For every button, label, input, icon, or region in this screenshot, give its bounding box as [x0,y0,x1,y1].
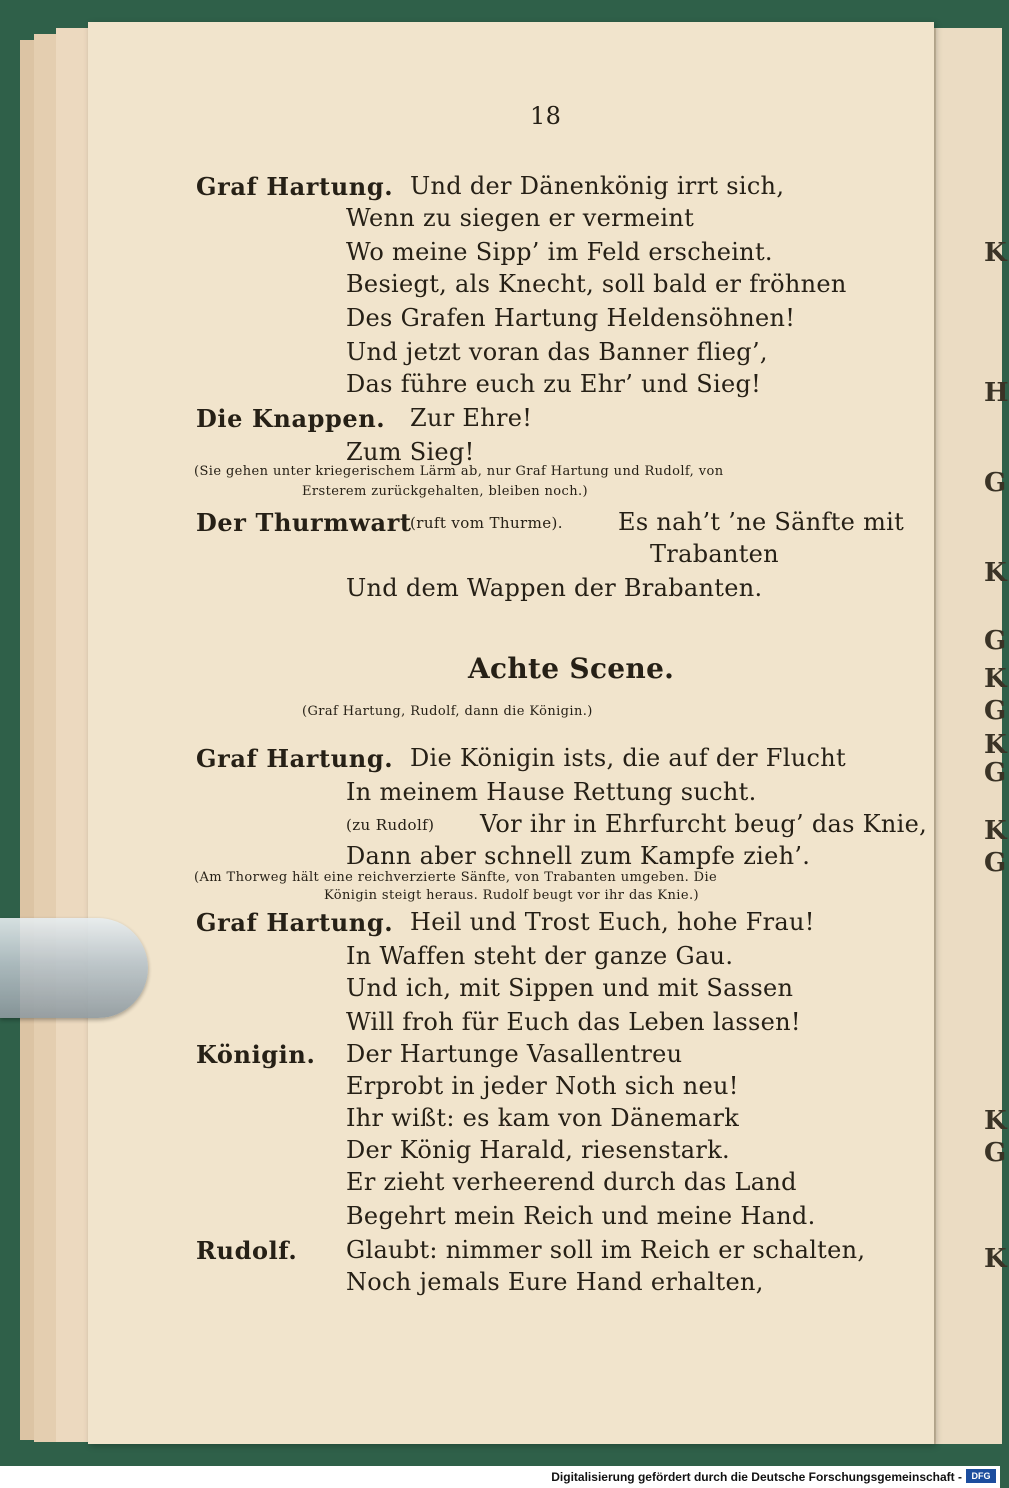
facing-page-letter: G [984,468,1007,498]
stage-direction: Ersterem zurückgehalten, bleiben noch.) [302,484,588,499]
speaker-name: Graf Hartung. [196,172,394,201]
facing-page-letter: K [984,238,1007,268]
verse-line: Trabanten [650,540,779,568]
verse-line: Wenn zu siegen er vermeint [346,204,695,232]
facing-page-letter: K [984,664,1007,694]
verse-line: Glaubt: nimmer soll im Reich er schalten, [346,1236,866,1264]
verse-line: Der Hartunge Vasallentreu [346,1040,683,1068]
verse-line: Begehrt mein Reich und meine Hand. [346,1202,816,1230]
facing-page-letter: G [984,696,1007,726]
facing-page-edge [934,28,1009,1444]
verse-line: Er zieht verheerend durch das Land [346,1168,797,1196]
verse-line: Besiegt, als Knecht, soll bald er fröhnen [346,270,847,298]
dfg-logo: DFG [966,1469,996,1483]
footer-bar [0,1466,1000,1488]
verse-line: Und ich, mit Sippen und mit Sassen [346,974,794,1002]
verse-line: Wo meine Sipp’ im Feld erscheint. [346,238,773,266]
verse-line: Und jetzt voran das Banner flieg’, [346,338,768,366]
verse-line: Dann aber schnell zum Kampfe zieh’. [346,842,811,870]
stage-direction: (Am Thorweg hält eine reichverzierte Sänfte, von Trabanten umgeben. Die [194,870,718,885]
stage-aside: (zu Rudolf) [346,816,435,834]
speaker-name: Rudolf. [196,1236,298,1265]
stage-direction: Königin steigt heraus. Rudolf beugt vor ihr das Knie.) [324,888,699,903]
speaker-name: Graf Hartung. [196,744,394,773]
stage-aside: (ruft vom Thurme). [410,514,563,532]
verse-line: Ihr wißt: es kam von Dänemark [346,1104,740,1132]
facing-page-letter: K [984,816,1007,846]
speaker-name: Königin. [196,1040,316,1069]
scene-heading: Achte Scene. [468,652,675,685]
facing-page-letter: G [984,1138,1007,1168]
verse-line: Heil und Trost Euch, hohe Frau! [410,908,815,936]
verse-line: Erprobt in jeder Noth sich neu! [346,1072,739,1100]
stage-direction: (Graf Hartung, Rudolf, dann die Königin.) [302,704,593,719]
verse-line: Es nah’t ’ne Sänfte mit [618,508,905,536]
verse-line: In meinem Hause Rettung sucht. [346,778,757,806]
facing-page-letter: K [984,1106,1007,1136]
page-holder-clip [0,918,148,1018]
verse-line: Die Königin ists, die auf der Flucht [410,744,846,772]
verse-line: In Waffen steht der ganze Gau. [346,942,734,970]
verse-line: Zur Ehre! [410,404,533,432]
verse-line: Will froh für Euch das Leben lassen! [346,1008,801,1036]
book-page [88,22,934,1444]
verse-line: Das führe euch zu Ehr’ und Sieg! [346,370,762,398]
page-number: 18 [530,102,562,130]
footer-credit: Digitalisierung gefördert durch die Deutsche Forschungsgemeinschaft - [551,1470,962,1484]
facing-page-letter: H [984,378,1009,408]
stage-direction: (Sie gehen unter kriegerischem Lärm ab, nur Graf Hartung und Rudolf, von [194,464,724,479]
verse-line: Und dem Wappen der Brabanten. [346,574,763,602]
verse-line: Zum Sieg! [346,438,475,466]
facing-page-letter: K [984,1244,1007,1274]
facing-page-letter: K [984,558,1007,588]
speaker-name: Die Knappen. [196,404,386,433]
verse-line: Des Grafen Hartung Heldensöhnen! [346,304,796,332]
facing-page-letter: K [984,730,1007,760]
speaker-name: Der Thurmwart [196,508,412,537]
verse-line: Und der Dänenkönig irrt sich, [410,172,785,200]
facing-page-letter: G [984,848,1007,878]
verse-line: Der König Harald, riesenstark. [346,1136,730,1164]
facing-page-letter: G [984,626,1007,656]
facing-page-letter: G [984,758,1007,788]
verse-line: Vor ihr in Ehrfurcht beug’ das Knie, [480,810,928,838]
verse-line: Noch jemals Eure Hand erhalten, [346,1268,764,1296]
speaker-name: Graf Hartung. [196,908,394,937]
